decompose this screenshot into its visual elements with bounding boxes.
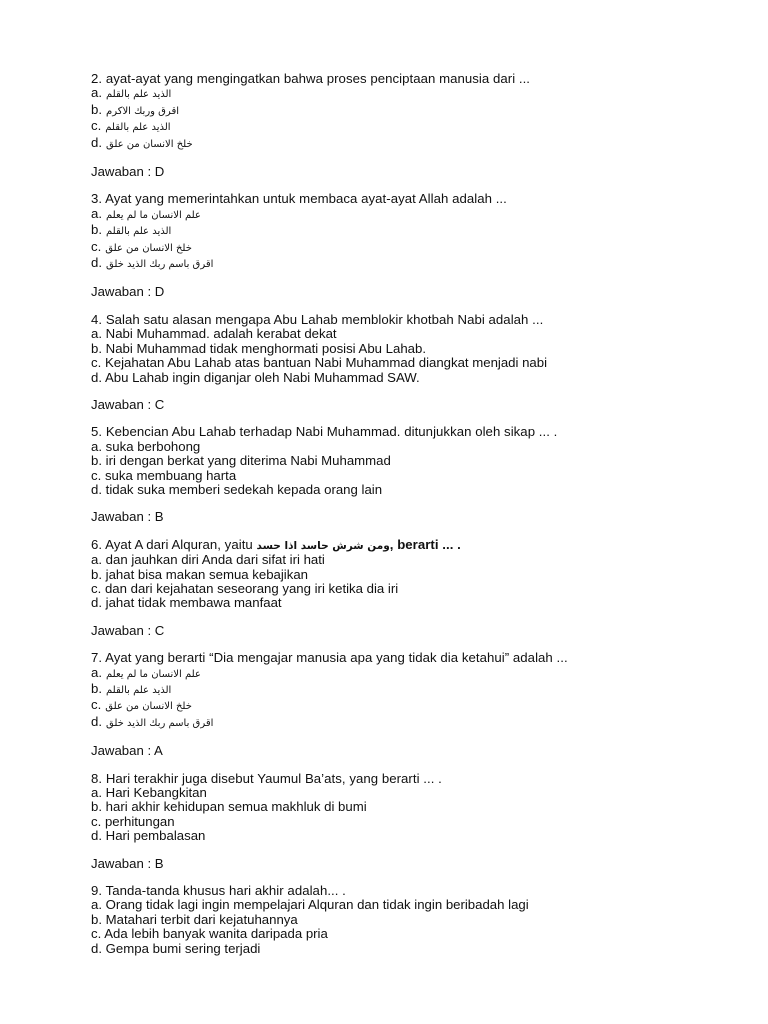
question-text: 7. Ayat yang berarti “Dia mengajar manusia apa yang tidak dia ketahui” adalah ...: [91, 650, 568, 666]
answer-5: Jawaban : B: [91, 509, 164, 525]
option-d: d. خلخ الانسان من علق: [91, 134, 193, 150]
answer-8: Jawaban : B: [91, 855, 164, 871]
option-b: b. اقرق وربك الاكرم: [91, 101, 180, 117]
option-c: c. suka membuang harta: [91, 467, 237, 483]
question-text: 5. Kebencian Abu Lahab terhadap Nabi Muhammad. ditunjukkan oleh sikap ... .: [91, 424, 558, 440]
option-a: a. suka berbohong: [91, 438, 201, 454]
question-text: 6. Ayat A dari Alquran, yaitu ومن شرش حاسد اذا حسد, berarti ... .: [91, 536, 461, 552]
option-a: a. Orang tidak lagi ingin mempelajari Alquran dan tidak ingin beribadah lagi: [91, 897, 529, 913]
answer-4: Jawaban : C: [91, 396, 165, 412]
option-d: d. jahat tidak membawa manfaat: [91, 595, 282, 611]
answer-2: Jawaban : D: [91, 164, 165, 180]
option-d: d. Gempa bumi sering terjadi: [91, 940, 261, 956]
question-2: [91, 72, 731, 152]
option-b: b. hari akhir kehidupan semua makhluk di bumi: [91, 799, 367, 815]
option-b: b. Nabi Muhammad tidak menghormati posisi Abu Lahab.: [91, 340, 427, 356]
option-c: c. خلخ الانسان من علق: [91, 238, 192, 254]
option-c: c. الذيد علم بالقلم: [91, 118, 171, 134]
question-7: [91, 651, 731, 731]
question-5: [91, 425, 731, 497]
question-text: 8. Hari terakhir juga disebut Yaumul Ba’ats, yang berarti ... .: [91, 770, 442, 786]
option-b: b. jahat bisa makan semua kebajikan: [91, 566, 308, 582]
document-page: [91, 72, 731, 969]
option-d: d. اقرق باسم ربك الذيد خلق: [91, 713, 214, 729]
option-c: c. perhitungan: [91, 813, 175, 829]
option-c: c. Kejahatan Abu Lahab atas bantuan Nabi Muhammad diangkat menjadi nabi: [91, 355, 548, 371]
option-b: b. Matahari terbit dari kejatuhannya: [91, 911, 298, 927]
answer-6: Jawaban : C: [91, 622, 165, 638]
question-3: [91, 192, 731, 272]
question-8: [91, 772, 731, 844]
answer-3: Jawaban : D: [91, 284, 165, 300]
answer-7: Jawaban : A: [91, 743, 163, 759]
question-text: 2. ayat-ayat yang mengingatkan bahwa proses penciptaan manusia dari ...: [91, 71, 531, 86]
option-b: b. الذيد علم بالقلم: [91, 222, 172, 238]
option-a: a. dan jauhkan diri Anda dari sifat iri hati: [91, 552, 325, 568]
option-b: b. الذيد علم بالقلم: [91, 681, 172, 696]
option-b: b. iri dengan berkat yang diterima Nabi Muhammad: [91, 453, 391, 469]
question-text: 4. Salah satu alasan mengapa Abu Lahab memblokir khotbah Nabi adalah ...: [91, 311, 544, 327]
option-c: c. Ada lebih banyak wanita daripada pria: [91, 926, 328, 942]
option-d: d. اقرق باسم ربك الذيد خلق: [91, 255, 214, 271]
question-text: 3. Ayat yang memerintahkan untuk membaca ayat-ayat Allah adalah ...: [91, 191, 507, 207]
option-a: a. علم الانسان ما لم يعلم: [91, 664, 201, 680]
option-a: a. علم الانسان ما لم يعلم: [91, 205, 201, 221]
option-c: c. خلخ الانسان من علق: [91, 697, 192, 713]
option-d: d. tidak suka memberi sedekah kepada orang lain: [91, 481, 383, 497]
question-6: [91, 538, 731, 611]
option-c: c. dan dari kejahatan seseorang yang iri ketika dia iri: [91, 580, 399, 596]
question-9: [91, 884, 731, 956]
option-a: a. Hari Kebangkitan: [91, 785, 207, 801]
option-a: a. الذيد علم بالقلم: [91, 85, 172, 101]
option-d: d. Hari pembalasan: [91, 828, 206, 844]
option-a: a. Nabi Muhammad. adalah kerabat dekat: [91, 326, 337, 342]
option-d: d. Abu Lahab ingin diganjar oleh Nabi Muhammad SAW.: [91, 369, 420, 385]
question-4: [91, 313, 731, 385]
question-text: 9. Tanda-tanda khusus hari akhir adalah... .: [91, 883, 346, 899]
